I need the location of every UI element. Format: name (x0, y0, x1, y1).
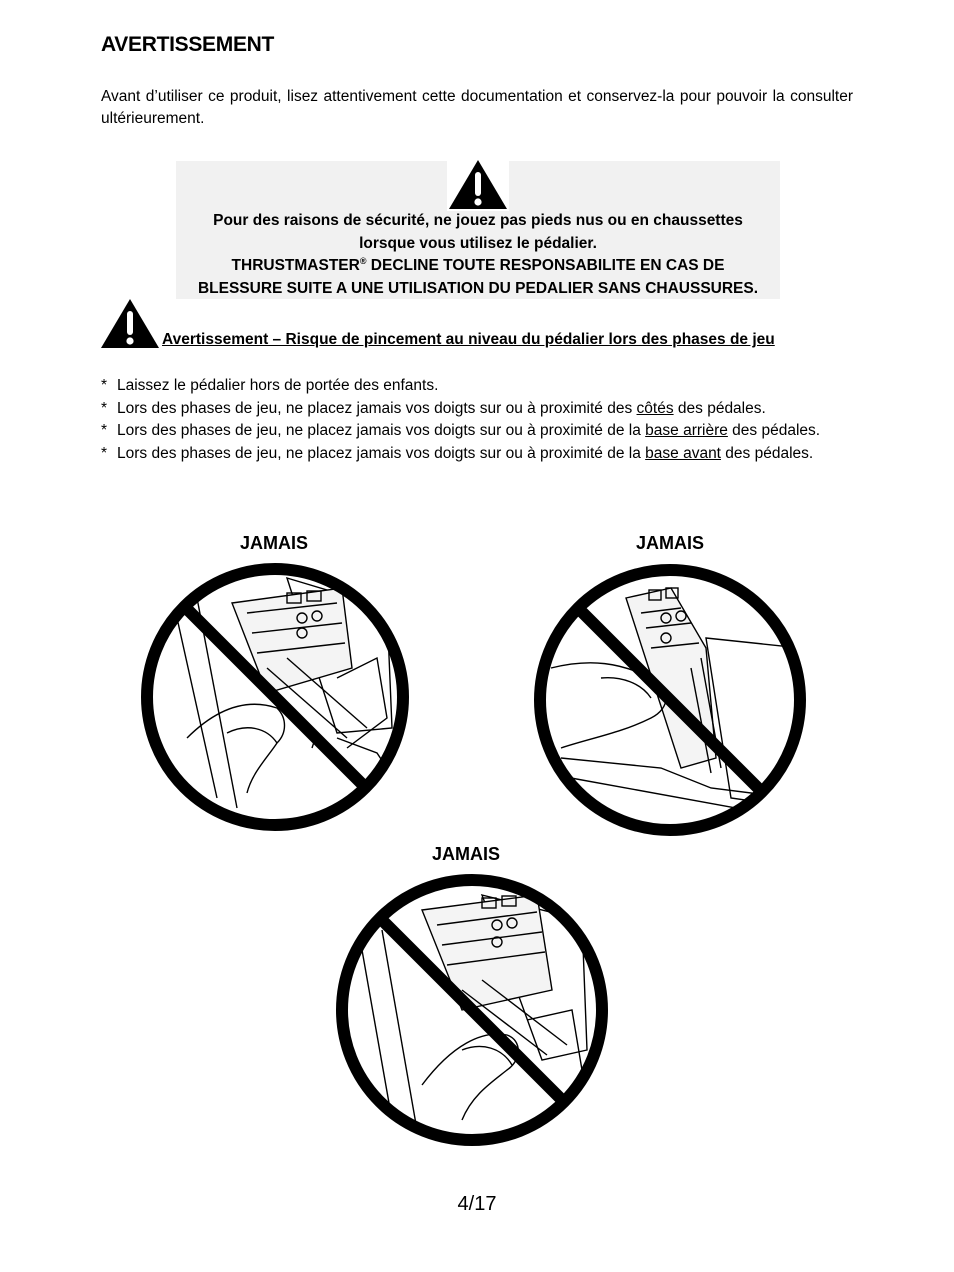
bullet-underlined: base arrière (645, 422, 728, 439)
registered-mark: ® (359, 255, 367, 266)
safety-line-3-rest: DECLINE TOUTE RESPONSABILITE EN CAS DE (366, 257, 725, 274)
bullet-text: Laissez le pédalier hors de portée des enfants. (117, 377, 439, 394)
safety-line-4: BLESSURE SUITE A UNE UTILISATION DU PEDALIER SANS CHAUSSURES. (197, 279, 759, 297)
bullet-text-before: Lors des phases de jeu, ne placez jamais vos doigts sur ou à proximité des (117, 399, 637, 417)
bullet-text-before: Lors des phases de jeu, ne placez jamais vos doigts sur ou à proximité de la (117, 422, 646, 439)
bullet-text-before: Lors des phases de jeu, ne placez jamais vos doigts sur ou à proximité de la (117, 444, 646, 462)
list-item (101, 398, 836, 421)
list-item (101, 443, 836, 466)
page-number: 4/17 (457, 1193, 497, 1215)
illustration-label: JAMAIS (636, 533, 705, 553)
bullet-underlined: base avant (645, 444, 721, 462)
illustration-label: JAMAIS (432, 844, 501, 864)
safety-line-1: Pour des raisons de sécurité, ne jouez pas pieds nus ou en chaussettes (213, 212, 743, 229)
safety-notice-text (176, 210, 780, 300)
warning-triangle-icon (100, 298, 160, 350)
brand-name: THRUSTMASTER (231, 257, 360, 274)
prohibited-hand-on-pedal-icon (137, 558, 413, 836)
safety-notice-box (176, 161, 780, 299)
bullet-star: * (101, 422, 108, 439)
illustration-label: JAMAIS (240, 533, 309, 553)
safety-line-2: lorsque vous utilisez le pédalier. (359, 234, 597, 252)
bullet-text-after: des pédales. (673, 399, 766, 417)
bullet-text-after: des pédales. (727, 422, 821, 439)
warning-triangle-icon (447, 159, 509, 211)
safety-bullet-list (101, 375, 836, 465)
pinch-warning (100, 298, 860, 352)
intro-paragraph: Avant d’utiliser ce produit, lisez attentivement cette documentation et conservez-la pour pouvoir la consulter ultérieurement. (101, 88, 853, 127)
bullet-star: * (101, 377, 108, 394)
safety-line-3 (176, 255, 780, 278)
bullet-star: * (101, 399, 108, 417)
list-item (101, 420, 836, 443)
prohibited-hand-on-pedal-icon (531, 558, 809, 842)
page-title: AVERTISSEMENT (101, 33, 275, 56)
list-item (101, 375, 836, 398)
bullet-star: * (101, 444, 108, 462)
bullet-underlined: côtés (636, 399, 674, 417)
pinch-warning-text: Avertissement – Risque de pincement au niveau du pédalier lors des phases de jeu (162, 331, 775, 348)
bullet-text-after: des pédales. (721, 444, 814, 462)
prohibited-hand-on-pedal-icon (332, 870, 612, 1150)
